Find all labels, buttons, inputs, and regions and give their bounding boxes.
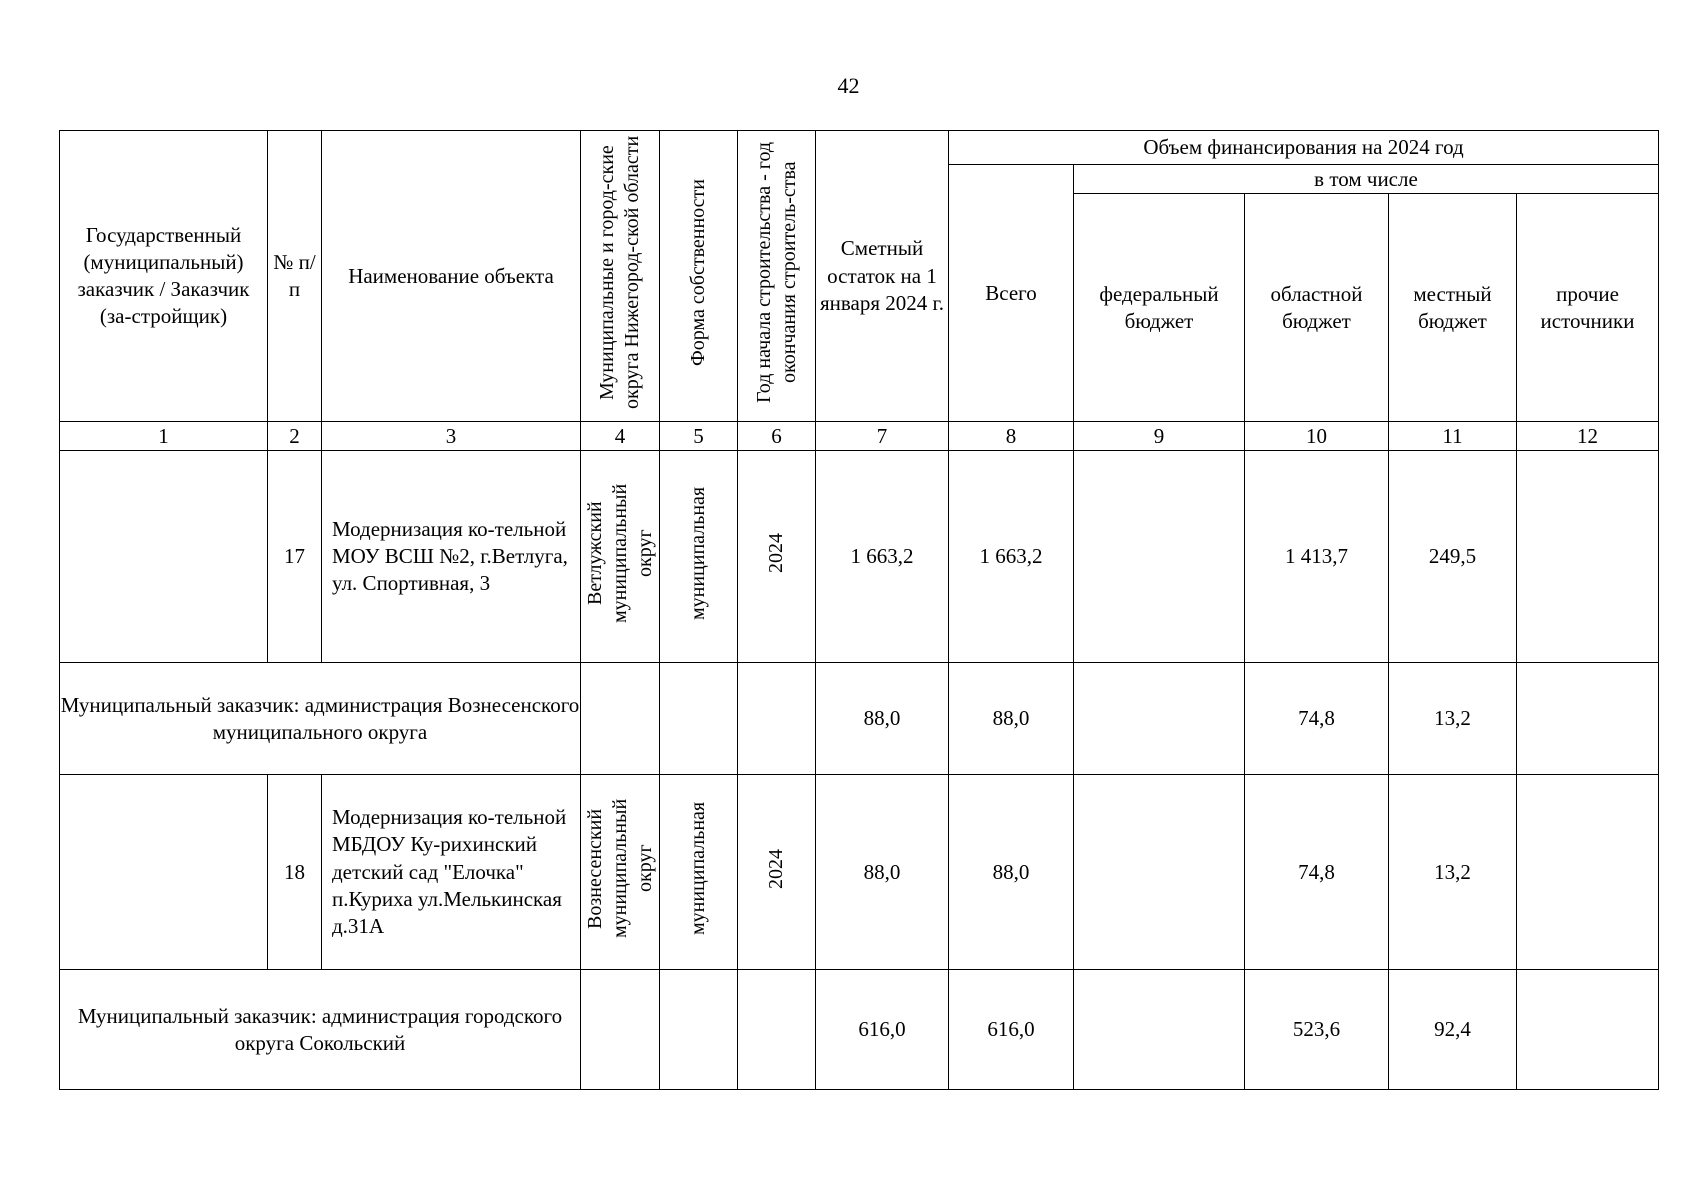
row-total: 616,0 xyxy=(949,970,1074,1090)
column-number-11: 11 xyxy=(1389,422,1517,451)
row-year xyxy=(738,775,816,970)
row-ownership-empty xyxy=(660,663,738,775)
row-local: 13,2 xyxy=(1389,775,1517,970)
header-object-name: Наименование объекта xyxy=(322,131,581,422)
header-years xyxy=(738,131,816,422)
row-local: 92,4 xyxy=(1389,970,1517,1090)
column-number-12: 12 xyxy=(1517,422,1659,451)
row-customer-empty xyxy=(60,451,268,663)
header-federal: федеральный бюджет xyxy=(1074,194,1245,422)
row-federal xyxy=(1074,663,1245,775)
row-district-text: Ветлужский муниципальный округ xyxy=(583,483,656,623)
row-federal xyxy=(1074,451,1245,663)
header-regional: областной бюджет xyxy=(1245,194,1389,422)
row-total: 1 663,2 xyxy=(949,451,1074,663)
header-num: № п/п xyxy=(268,131,322,422)
header-customer: Государственный (муниципальный) заказчик / Заказчик (за-стройщик) xyxy=(60,131,268,422)
row-customer-label: Муниципальный заказчик: администрация городского округа Сокольский xyxy=(60,970,581,1090)
page-number: 42 xyxy=(837,73,860,98)
header-funding-group: Объем финансирования на 2024 год xyxy=(949,131,1659,165)
row-other xyxy=(1517,451,1659,663)
row-other xyxy=(1517,775,1659,970)
header-ownership-text: Форма собственности xyxy=(687,179,709,366)
row-federal xyxy=(1074,970,1245,1090)
row-year-empty xyxy=(738,663,816,775)
column-number-2: 2 xyxy=(268,422,322,451)
header-row-1 xyxy=(60,131,1659,165)
row-total: 88,0 xyxy=(949,663,1074,775)
column-number-5: 5 xyxy=(660,422,738,451)
row-local: 249,5 xyxy=(1389,451,1517,663)
row-other xyxy=(1517,970,1659,1090)
table-row xyxy=(60,451,1659,663)
financing-table xyxy=(59,130,1659,1090)
row-object-name: Модернизация ко-тельной МОУ ВСШ №2, г.Ветлуга, ул. Спортивная, 3 xyxy=(322,451,581,663)
row-regional: 74,8 xyxy=(1245,775,1389,970)
row-other xyxy=(1517,663,1659,775)
header-including: в том числе xyxy=(1074,165,1659,194)
row-customer-empty xyxy=(60,775,268,970)
row-num: 18 xyxy=(268,775,322,970)
column-number-1: 1 xyxy=(60,422,268,451)
row-regional: 1 413,7 xyxy=(1245,451,1389,663)
row-local: 13,2 xyxy=(1389,663,1517,775)
column-number-4: 4 xyxy=(581,422,660,451)
row-ownership-empty xyxy=(660,970,738,1090)
column-number-6: 6 xyxy=(738,422,816,451)
header-ownership xyxy=(660,131,738,422)
row-regional: 523,6 xyxy=(1245,970,1389,1090)
row-district-empty xyxy=(581,970,660,1090)
column-number-3: 3 xyxy=(322,422,581,451)
row-federal xyxy=(1074,775,1245,970)
row-year-text: 2024 xyxy=(765,848,787,889)
header-other: прочие источники xyxy=(1517,194,1659,422)
header-local: местный бюджет xyxy=(1389,194,1517,422)
row-district xyxy=(581,451,660,663)
row-total: 88,0 xyxy=(949,775,1074,970)
row-customer-label: Муниципальный заказчик: администрация Вознесенского муниципального округа xyxy=(60,663,581,775)
column-number-9: 9 xyxy=(1074,422,1245,451)
row-balance: 88,0 xyxy=(816,775,949,970)
row-district-empty xyxy=(581,663,660,775)
row-balance: 616,0 xyxy=(816,970,949,1090)
row-num: 17 xyxy=(268,451,322,663)
header-years-text: Год начала строительства - год окончания строитель-ства xyxy=(752,141,800,404)
row-balance: 1 663,2 xyxy=(816,451,949,663)
row-ownership-text: муниципальная xyxy=(687,486,709,620)
row-year xyxy=(738,451,816,663)
row-balance: 88,0 xyxy=(816,663,949,775)
row-year-empty xyxy=(738,970,816,1090)
column-number-8: 8 xyxy=(949,422,1074,451)
table-row xyxy=(60,970,1659,1090)
row-ownership xyxy=(660,451,738,663)
row-regional: 74,8 xyxy=(1245,663,1389,775)
table-row xyxy=(60,775,1659,970)
column-number-10: 10 xyxy=(1245,422,1389,451)
column-number-7: 7 xyxy=(816,422,949,451)
row-district-text: Вознесенский муниципальный округ xyxy=(583,799,656,939)
header-balance: Сметный остаток на 1 января 2024 г. xyxy=(816,131,949,422)
row-ownership xyxy=(660,775,738,970)
column-number-row xyxy=(60,422,1659,451)
row-year-text: 2024 xyxy=(765,533,787,574)
header-districts-text: Муниципальные и город-ские округа Нижегород-ской области xyxy=(596,135,643,410)
row-object-name: Модернизация ко-тельной МБДОУ Ку-рихинский детский сад "Елочка" п.Куриха ул.Мелькинская д.31А xyxy=(322,775,581,970)
table-row xyxy=(60,663,1659,775)
header-total: Всего xyxy=(949,165,1074,422)
row-district xyxy=(581,775,660,970)
row-ownership-text: муниципальная xyxy=(687,802,709,936)
header-districts xyxy=(581,131,660,422)
